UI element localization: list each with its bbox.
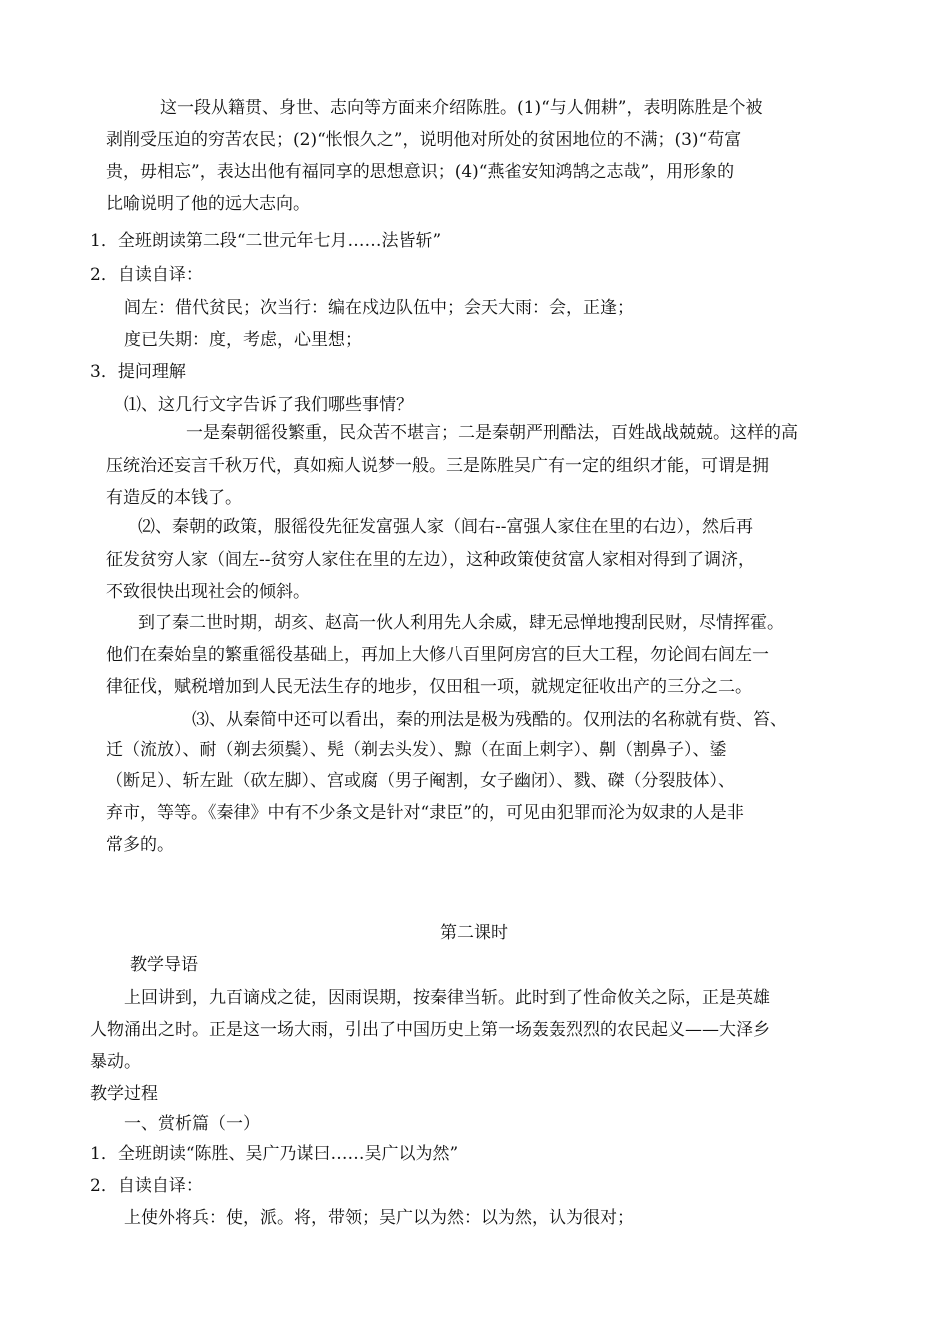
gloss-line-2: 上使外将兵：使，派。将，带领；吴广以为然：以为然，认为很对； [124, 1208, 634, 1228]
step-read-aloud: 1．全班朗读第二段“二世元年七月……法皆斩” [90, 231, 442, 251]
step-read-aloud-2: 1．全班朗读“陈胜、吴广乃谋曰……吴广以为然” [90, 1144, 459, 1164]
teaching-intro-heading: 教学导语 [130, 955, 198, 975]
question-3-line: 弃市，等等。《秦律》中有不少条文是针对“隶臣”的，可见由犯罪而沦为奴隶的人是非 [106, 803, 744, 823]
answer-2-line: 律征伐，赋税增加到人民无法生存的地步，仅田租一项，就规定征收出产的三分之二。 [106, 677, 752, 697]
answer-1-line: 一是秦朝徭役繁重，民众苦不堪言；二是秦朝严刑酷法，百姓战战兢兢。这样的高 [186, 423, 798, 443]
intro-paragraph-line: 这一段从籍贯、身世、志向等方面来介绍陈胜。(1)“与人佣耕”，表明陈胜是个被 [160, 98, 763, 118]
teaching-intro-line: 上回讲到，九百谪戍之徒，因雨误期，按秦律当斩。此时到了性命攸关之际，正是英雄 [124, 988, 770, 1008]
answer-1-line: 有造反的本钱了。 [106, 488, 242, 508]
step-self-translate-2: 2．自读自译： [90, 1176, 203, 1196]
teaching-intro-line: 人物涌出之时。正是这一场大雨，引出了中国历史上第一场轰轰烈烈的农民起义——大泽乡 [90, 1020, 770, 1040]
intro-paragraph-line: 剥削受压迫的穷苦农民；(2)“怅恨久之”，说明他对所处的贫困地位的不满；(3)“苟富 [106, 130, 742, 150]
answer-1-line: 压统治还妄言千秋万代，真如痴人说梦一般。三是陈胜吴广有一定的组织才能，可谓是拥 [106, 456, 769, 476]
step-self-translate: 2．自读自译： [90, 265, 203, 285]
step-questions: 3．提问理解 [90, 362, 186, 382]
question-2-line: ⑵、秦朝的政策，服徭役先征发富强人家（闾右--富强人家住在里的右边），然后再 [138, 517, 753, 537]
question-3-line: 迁（流放）、耐（剃去须鬓）、髡（剃去头发）、黥（在面上刺字）、劓（割鼻子）、鋈 [106, 740, 727, 760]
intro-paragraph-line: 贵，毋相忘”，表达出他有福同享的思想意识；(4)“燕雀安知鸿鹄之志哉”，用形象的 [106, 162, 735, 182]
question-1: ⑴、这几行文字告诉了我们哪些事情？ [124, 395, 413, 415]
question-3-line: （断足）、斩左趾（砍左脚）、宫或腐（男子阉割，女子幽闭）、戮、磔（分裂肢体）、 [106, 771, 735, 791]
intro-paragraph-line: 比喻说明了他的远大志向。 [106, 194, 310, 214]
section-appreciation-1: 一、赏析篇（一） [124, 1114, 260, 1134]
gloss-line: 度已失期：度，考虑，心里想； [124, 330, 362, 350]
question-3-line: ⑶、从秦简中还可以看出，秦的刑法是极为残酷的。仅刑法的名称就有赀、笞、 [192, 710, 787, 730]
question-3-line: 常多的。 [106, 835, 174, 855]
question-2-line: 征发贫穷人家（闾左--贫穷人家住在里的左边），这种政策使贫富人家相对得到了调济， [106, 550, 755, 570]
answer-2-line: 他们在秦始皇的繁重徭役基础上，再加上大修八百里阿房宫的巨大工程，勿论闾右闾左一 [106, 645, 769, 665]
teaching-intro-line: 暴动。 [90, 1052, 141, 1072]
gloss-line: 闾左：借代贫民；次当行：编在戍边队伍中；会天大雨：会，正逢； [124, 298, 634, 318]
teaching-process-heading: 教学过程 [90, 1084, 158, 1104]
lesson-2-title: 第二课时 [440, 923, 508, 943]
answer-2-line: 到了秦二世时期，胡亥、赵高一伙人利用先人余威，肆无忌惮地搜刮民财，尽情挥霍。 [138, 613, 784, 633]
question-2-line: 不致很快出现社会的倾斜。 [106, 582, 310, 602]
